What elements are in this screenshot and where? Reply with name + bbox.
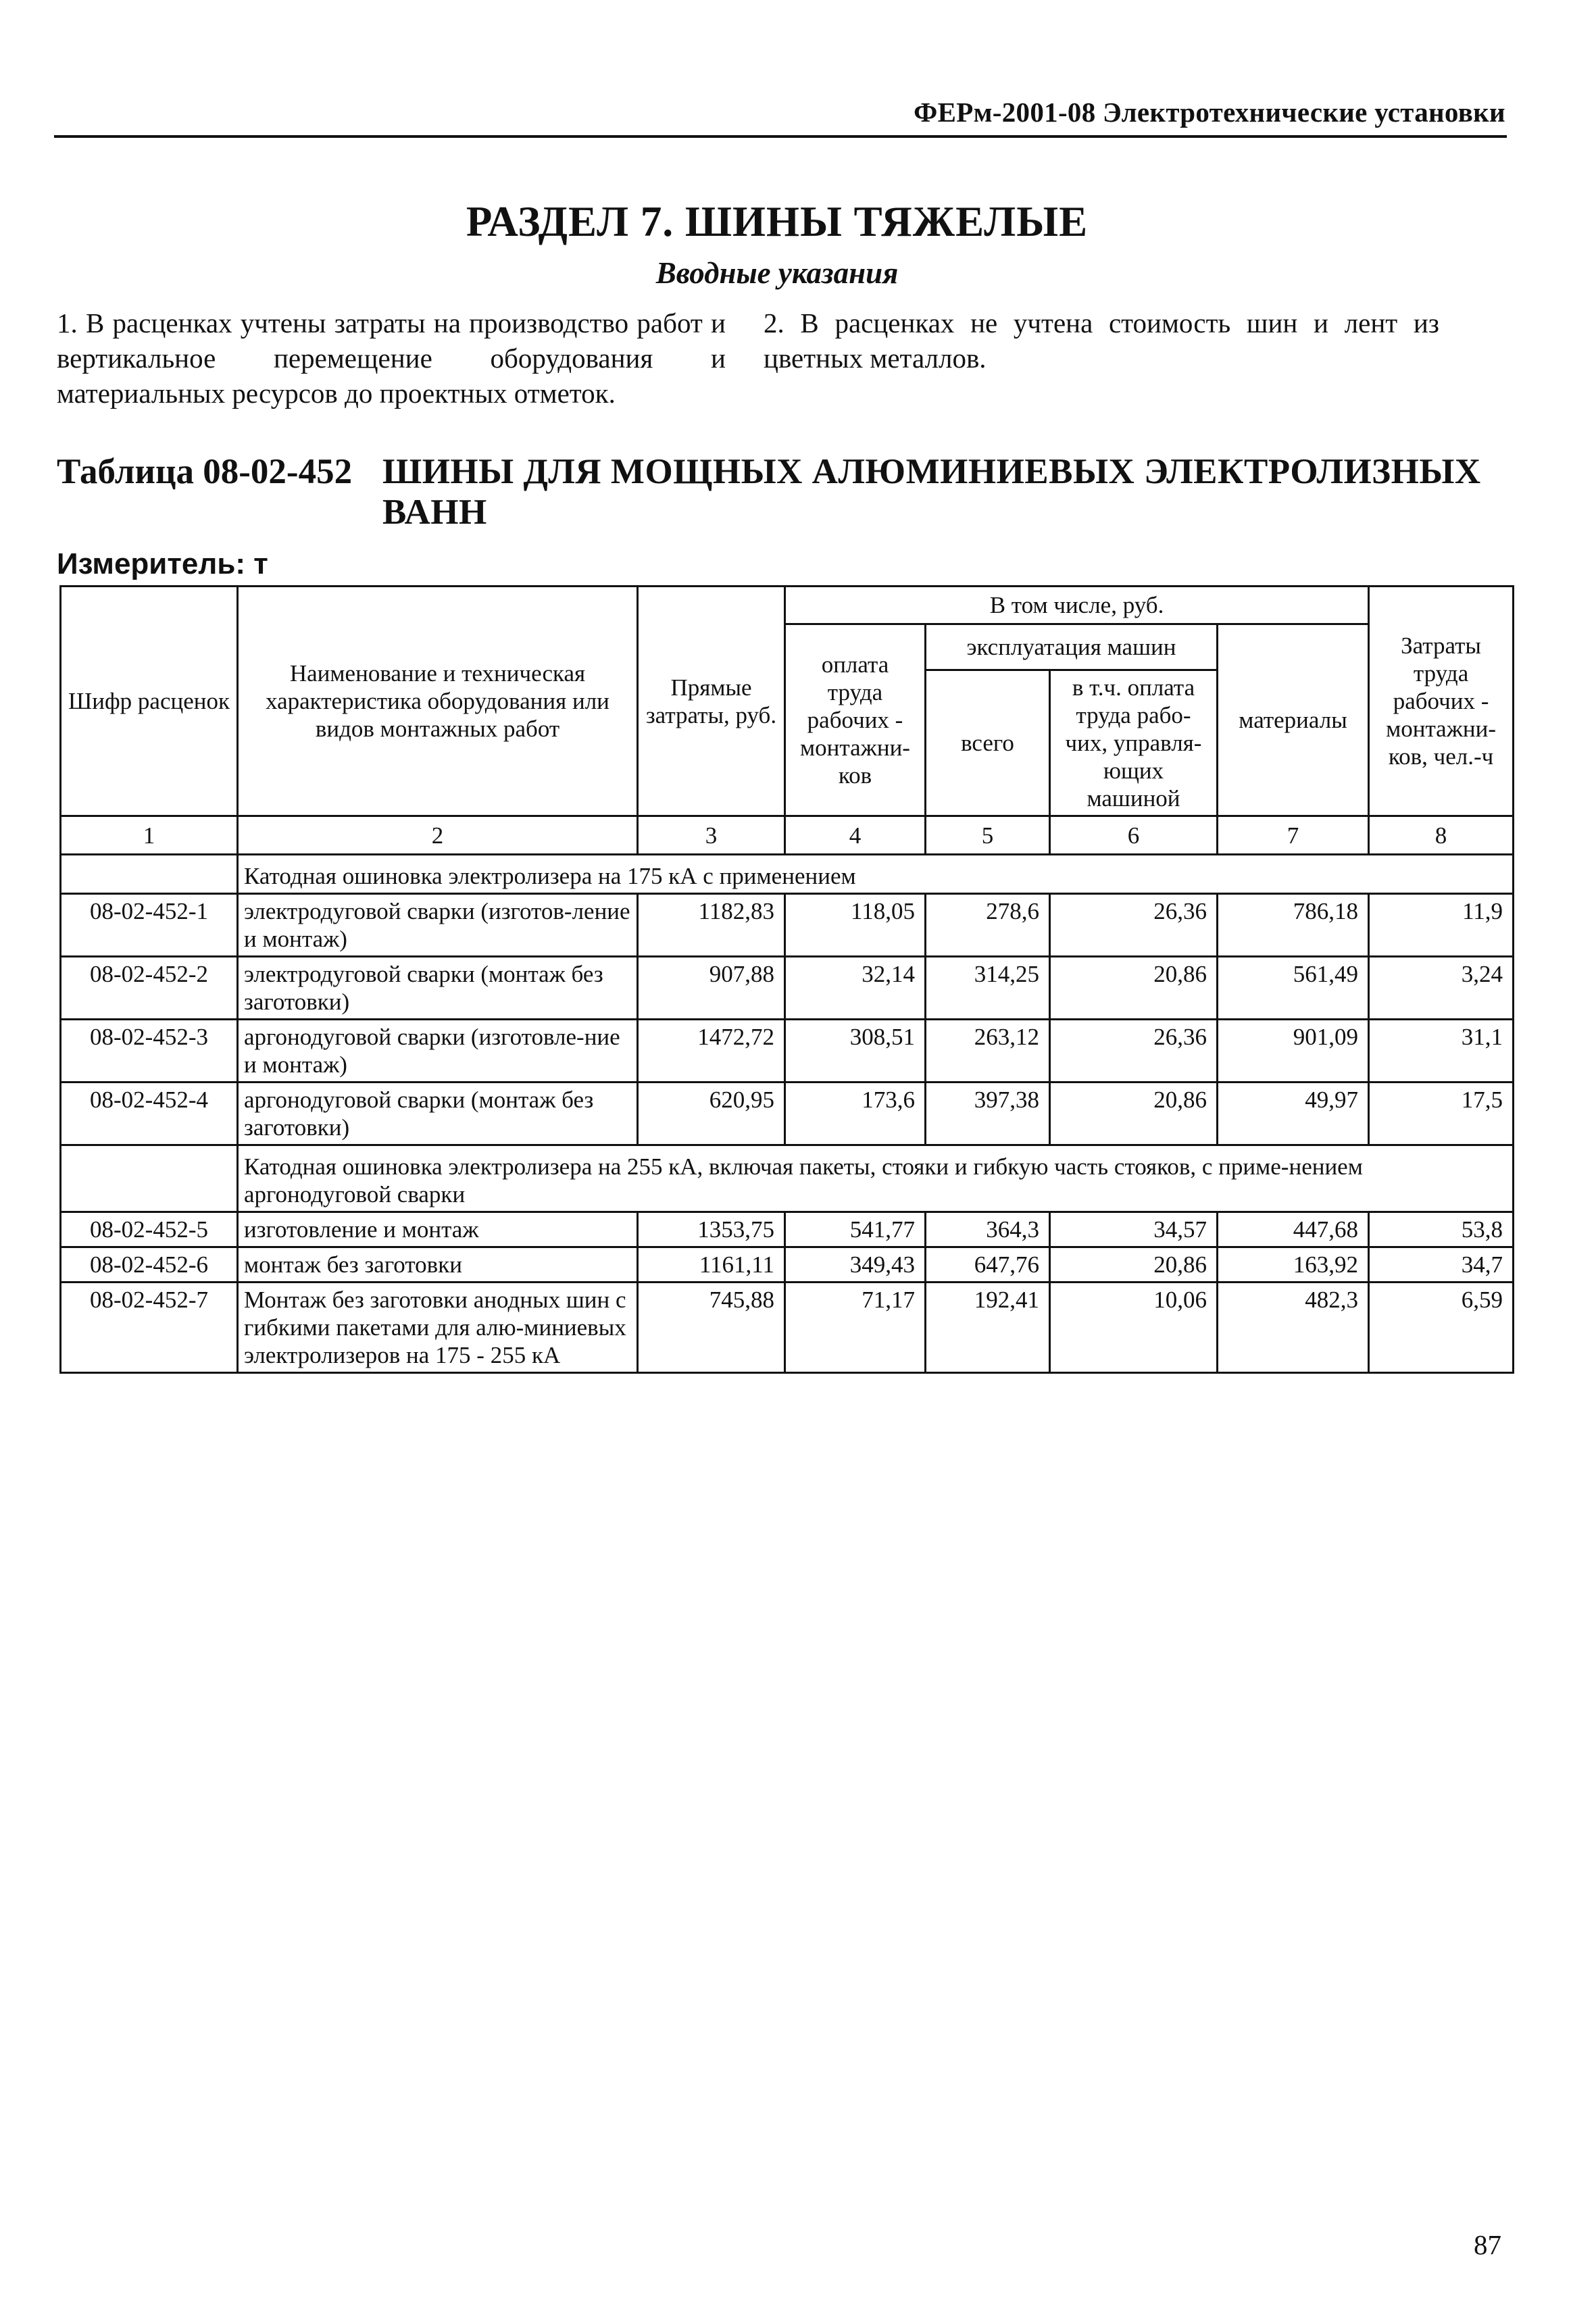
table-row <box>61 1283 1514 1373</box>
column-number: 8 <box>1369 816 1514 855</box>
materials: 786,18 <box>1218 894 1369 957</box>
note-2: 2. В расценках не учтена стоимость шин и лент из цветных металлов. <box>764 307 1439 374</box>
header-direct-costs: Прямые затраты, руб. <box>638 587 785 816</box>
group-heading-row <box>61 1145 1514 1212</box>
direct-costs: 745,88 <box>638 1283 785 1373</box>
header-machines: эксплуатация машин <box>926 624 1218 670</box>
work-name: аргонодуговой сварки (изготовле-ние и монтаж) <box>238 1020 638 1082</box>
materials: 163,92 <box>1218 1247 1369 1283</box>
header-rule <box>54 135 1507 138</box>
page-number: 87 <box>1474 2229 1501 2260</box>
labor-hours: 34,7 <box>1369 1247 1514 1283</box>
labor-pay: 118,05 <box>785 894 926 957</box>
machines-total: 278,6 <box>926 894 1050 957</box>
section-title: РАЗДЕЛ 7. ШИНЫ ТЯЖЕЛЫЕ <box>466 198 1089 245</box>
header-machines-total: всего <box>926 670 1050 816</box>
rate-code: 08-02-452-1 <box>61 894 238 957</box>
machines-total: 364,3 <box>926 1212 1050 1247</box>
labor-hours: 6,59 <box>1369 1283 1514 1373</box>
group-heading-row <box>61 855 1514 894</box>
labor-pay: 32,14 <box>785 957 926 1020</box>
labor-pay: 308,51 <box>785 1020 926 1082</box>
labor-pay: 349,43 <box>785 1247 926 1283</box>
intro-title: Вводные указания <box>655 256 899 290</box>
header-materials: материалы <box>1218 624 1369 816</box>
group-title: Катодная ошиновка электролизера на 175 кА с применением <box>238 855 1514 894</box>
direct-costs: 1182,83 <box>638 894 785 957</box>
note-1: 1. В расценках учтены затраты на производство работ и вертикальное перемещение оборудования и материальных ресурсов до проектных отметок. <box>57 307 726 409</box>
machines-labor: 34,57 <box>1050 1212 1218 1247</box>
labor-hours: 31,1 <box>1369 1020 1514 1082</box>
header-code: Шифр расценок <box>61 587 238 816</box>
column-number: 6 <box>1050 816 1218 855</box>
materials: 901,09 <box>1218 1020 1369 1082</box>
labor-pay: 71,17 <box>785 1283 926 1373</box>
column-numbers-row <box>61 816 1514 855</box>
machines-labor: 20,86 <box>1050 1082 1218 1145</box>
materials: 49,97 <box>1218 1082 1369 1145</box>
machines-labor: 26,36 <box>1050 894 1218 957</box>
table-row <box>61 1212 1514 1247</box>
table-title: ШИНЫ ДЛЯ МОЩНЫХ АЛЮМИНИЕВЫХ ЭЛЕКТРОЛИЗНЫХ ВАНН <box>382 452 1481 532</box>
labor-hours: 17,5 <box>1369 1082 1514 1145</box>
direct-costs: 1353,75 <box>638 1212 785 1247</box>
work-name: аргонодуговой сварки (монтаж без заготовки) <box>238 1082 638 1145</box>
materials: 482,3 <box>1218 1283 1369 1373</box>
column-number: 3 <box>638 816 785 855</box>
header-labor-pay: оплата труда рабочих - монтажни-ков <box>785 624 926 816</box>
group-title: Катодная ошиновка электролизера на 255 кА, включая пакеты, стояки и гибкую часть стояков, с приме-нением аргонодуговой сварки <box>238 1145 1514 1212</box>
measure-unit: Измеритель: т <box>57 547 268 580</box>
table-row <box>61 894 1514 957</box>
column-number: 2 <box>238 816 638 855</box>
column-number: 5 <box>926 816 1050 855</box>
work-name: изготовление и монтаж <box>238 1212 638 1247</box>
rates-table <box>59 585 1514 1374</box>
direct-costs: 1472,72 <box>638 1020 785 1082</box>
column-number: 1 <box>61 816 238 855</box>
work-name: электродуговой сварки (монтаж без заготовки) <box>238 957 638 1020</box>
labor-hours: 3,24 <box>1369 957 1514 1020</box>
table-row <box>61 1020 1514 1082</box>
machines-labor: 20,86 <box>1050 957 1218 1020</box>
machines-labor: 26,36 <box>1050 1020 1218 1082</box>
machines-total: 192,41 <box>926 1283 1050 1373</box>
header-labor-hours: Затраты труда рабочих - монтажни-ков, чел.-ч <box>1369 587 1514 816</box>
machines-total: 647,76 <box>926 1247 1050 1283</box>
machines-total: 263,12 <box>926 1020 1050 1082</box>
table-row <box>61 1082 1514 1145</box>
column-number: 4 <box>785 816 926 855</box>
rate-code: 08-02-452-7 <box>61 1283 238 1373</box>
direct-costs: 1161,11 <box>638 1247 785 1283</box>
rate-code: 08-02-452-2 <box>61 957 238 1020</box>
machines-labor: 10,06 <box>1050 1283 1218 1373</box>
rate-code: 08-02-452-4 <box>61 1082 238 1145</box>
rate-code: 08-02-452-3 <box>61 1020 238 1082</box>
materials: 561,49 <box>1218 957 1369 1020</box>
running-head: ФЕРм-2001-08 Электротехнические установки <box>914 97 1505 128</box>
direct-costs: 907,88 <box>638 957 785 1020</box>
rate-code: 08-02-452-6 <box>61 1247 238 1283</box>
work-name: монтаж без заготовки <box>238 1247 638 1283</box>
machines-labor: 20,86 <box>1050 1247 1218 1283</box>
rate-code: 08-02-452-5 <box>61 1212 238 1247</box>
header-machines-labor: в т.ч. оплата труда рабо-чих, управля-ющих машиной <box>1050 670 1218 816</box>
direct-costs: 620,95 <box>638 1082 785 1145</box>
table-row <box>61 1247 1514 1283</box>
labor-pay: 173,6 <box>785 1082 926 1145</box>
header-including: В том числе, руб. <box>785 587 1369 624</box>
labor-pay: 541,77 <box>785 1212 926 1247</box>
header-name: Наименование и техническая характеристика оборудования или видов монтажных работ <box>238 587 638 816</box>
machines-total: 314,25 <box>926 957 1050 1020</box>
materials: 447,68 <box>1218 1212 1369 1247</box>
table-row <box>61 957 1514 1020</box>
labor-hours: 11,9 <box>1369 894 1514 957</box>
work-name: Монтаж без заготовки анодных шин с гибкими пакетами для алю-миниевых электролизеров на 175 - 255 кА <box>238 1283 638 1373</box>
work-name: электродуговой сварки (изготов-ление и монтаж) <box>238 894 638 957</box>
labor-hours: 53,8 <box>1369 1212 1514 1247</box>
table-label: Таблица 08-02-452 <box>57 452 353 491</box>
machines-total: 397,38 <box>926 1082 1050 1145</box>
column-number: 7 <box>1218 816 1369 855</box>
